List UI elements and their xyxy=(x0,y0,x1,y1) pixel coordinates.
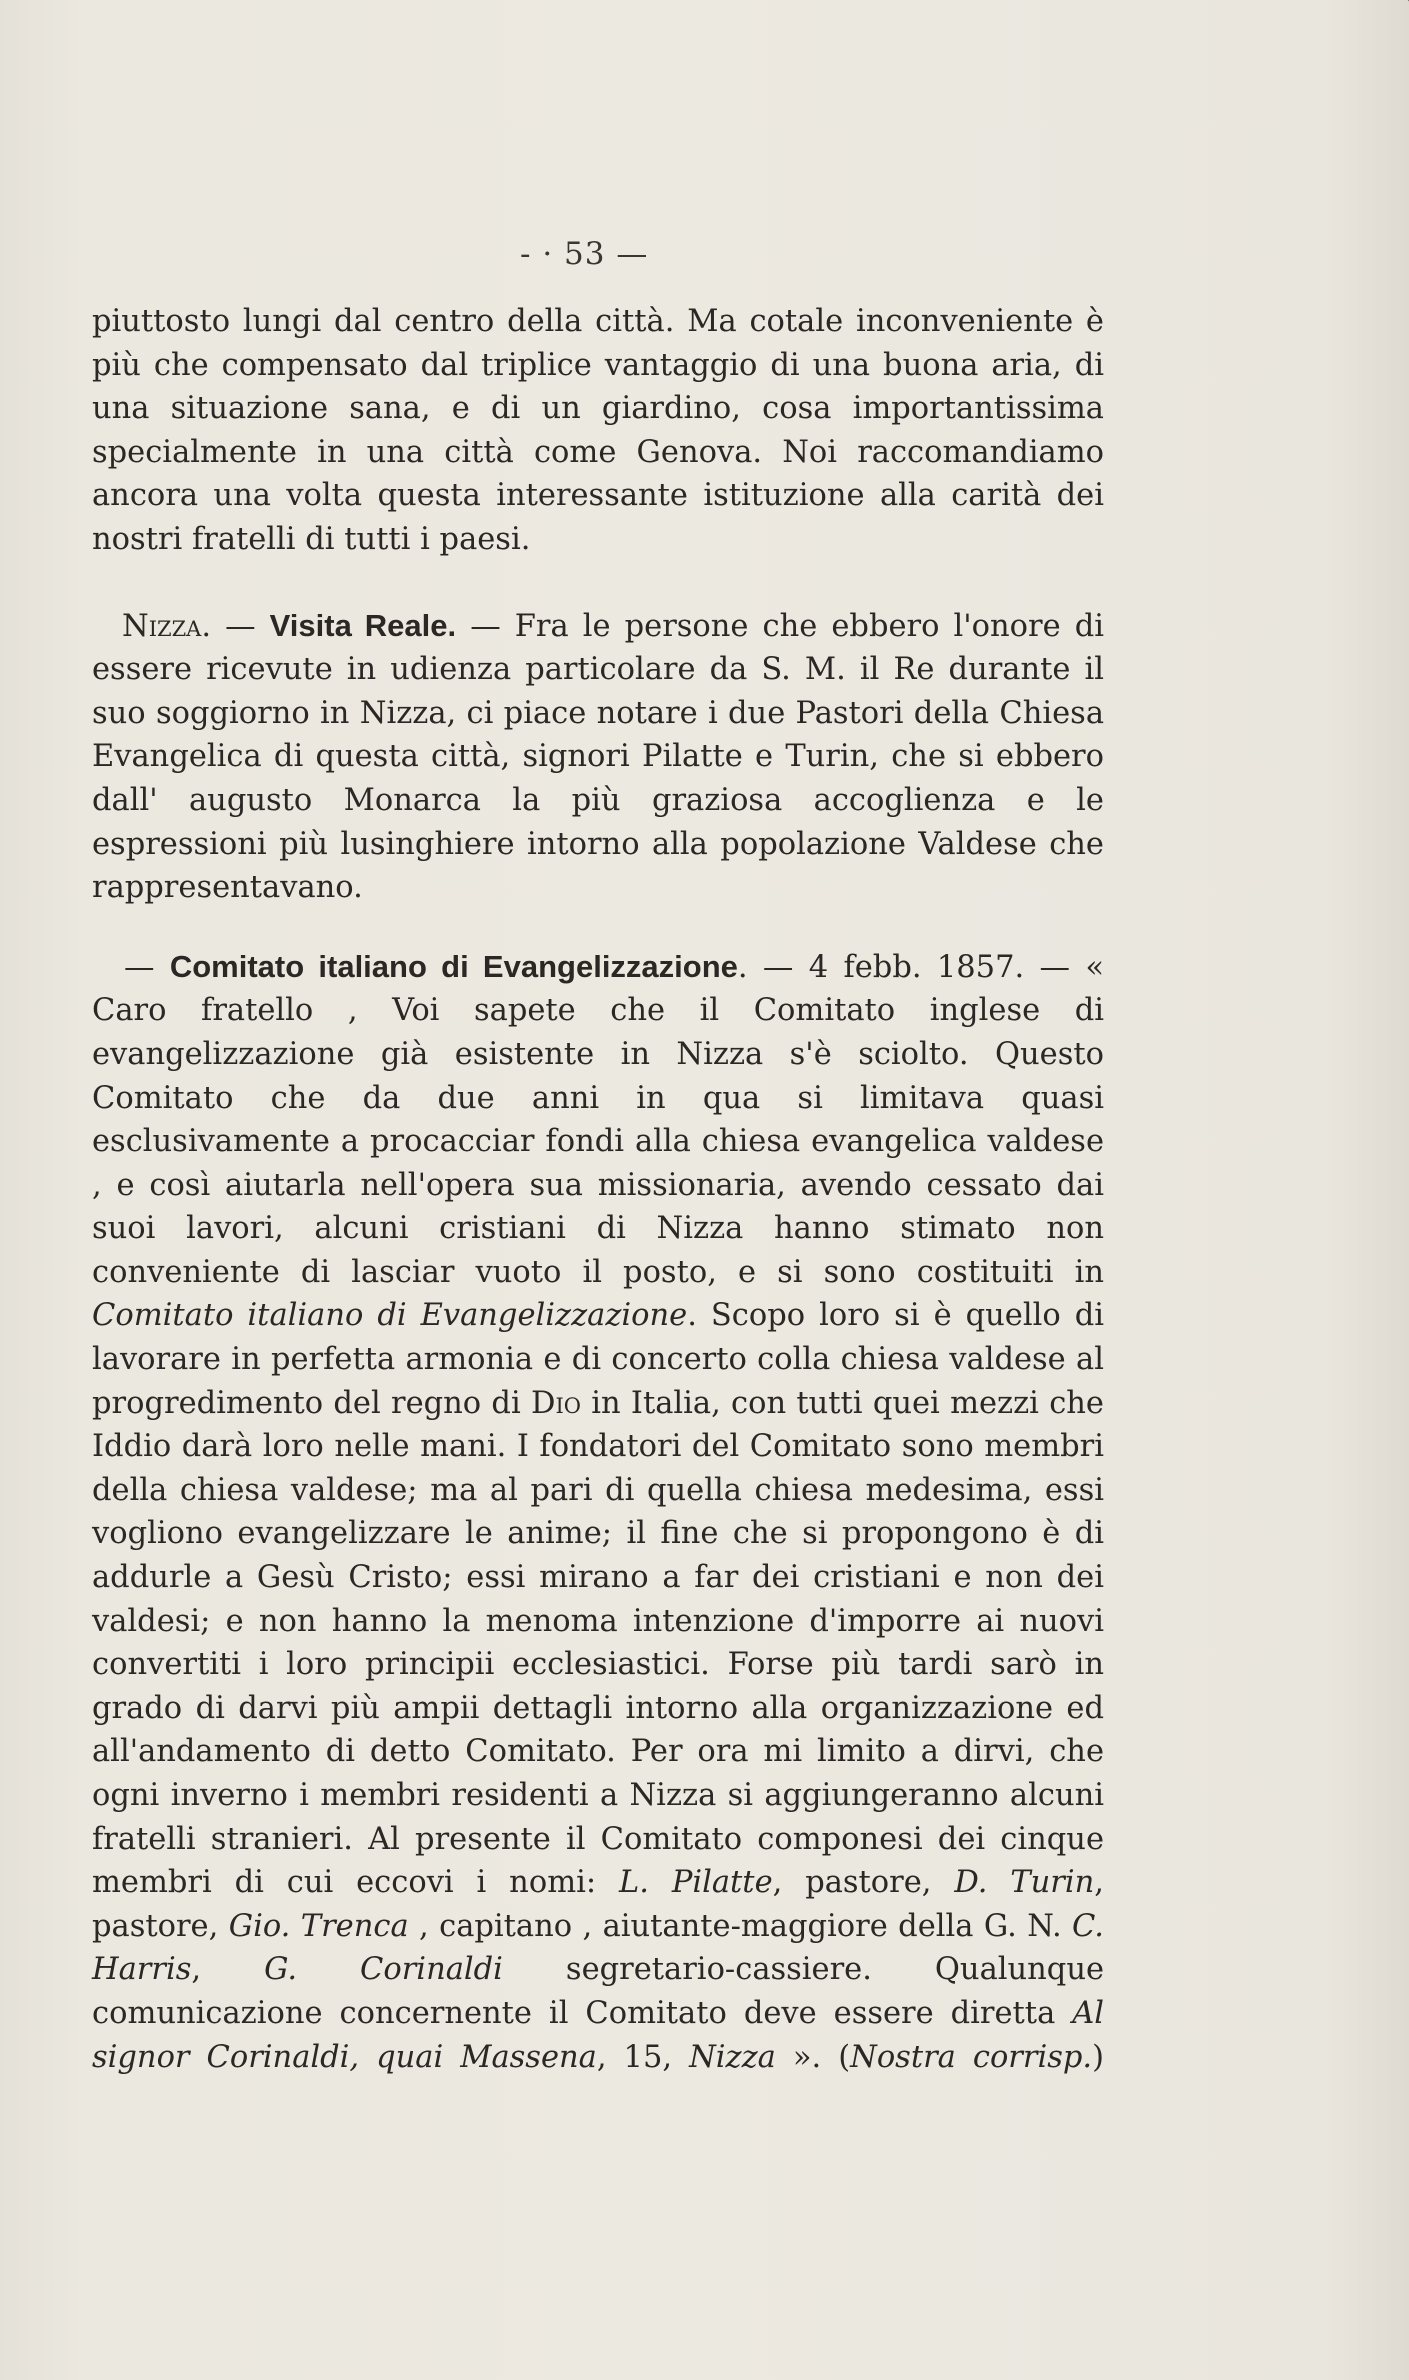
text-comma: , xyxy=(191,1952,265,1988)
text-capitano: , capitano , aiutante-maggiore della G. N. xyxy=(408,1908,1073,1944)
name-trenca: Gio. Trenca xyxy=(228,1908,409,1944)
text-segretario: segretario-cassiere. Qualunque comunicazione concernente il Comitato deve essere diretta xyxy=(92,1952,1105,2031)
text-close: ». ( xyxy=(775,2039,851,2075)
name-corinaldi: G. Corinaldi xyxy=(264,1952,503,1988)
word-dio: Dio xyxy=(530,1385,581,1421)
lead-dash: — xyxy=(124,949,170,985)
paragraph-comitato xyxy=(92,945,1104,2079)
source-note: Nostra corrisp. xyxy=(850,2039,1093,2075)
corner-scan-mark xyxy=(1369,0,1409,40)
address-city: Nizza xyxy=(689,2039,776,2075)
article-body xyxy=(92,300,1104,2079)
comitato-text-a: . — 4 febb. 1857. — « Caro fratello , Voi sapete che il Comitato inglese di evangelizzazione già esistente in Nizza s'è sciolto. Questo Comitato che da due anni in qua si limitava quasi esclusivamente a procacciar fondi alla chiesa evangelica valdese , e così aiutarla nell'opera sua missionaria, avendo cessato dai suoi lavori, alcuni cristiani di Nizza hanno stimato non conveniente di lasciar vuoto il posto, e si sono costituiti in xyxy=(92,949,1104,1290)
heading-visita-reale: Visita Reale. xyxy=(269,607,457,643)
paragraph-genova-text: piuttosto lungi dal centro della città. Ma cotale inconveniente è più che compensato dal triplice vantaggio di una buona aria, di una situazione sana, e di un giardino, cosa importantissima specialmente in una città come Genova. Noi raccomandiamo ancora una volta questa interessante istituzione alla carità dei nostri fratelli di tutti i paesi. xyxy=(92,304,1104,557)
text-pastore-2: , pastore, xyxy=(92,1865,1104,1944)
place-nizza: Nizza xyxy=(122,608,202,644)
name-turin: D. Turin xyxy=(954,1865,1095,1901)
paragraph-visita-reale xyxy=(92,604,1104,910)
address-recipient: Al signor Corinaldi, quai Massena xyxy=(92,1995,1104,2075)
name-harris: C. Harris xyxy=(92,1908,1104,1988)
name-pilatte: L. Pilatte xyxy=(619,1865,773,1901)
paragraph-visita-reale-text: Fra le persone che ebbero l'onore di essere ricevute in udienza particolare da S. M. il Re durante il suo soggiorno in Nizza, ci piace notare i due Pastori della Chiesa Evangelica di questa città, signori Pilatte e Turin, che si ebbero dall' augusto Monarca la più graziosa accoglienza e le espressioni più lusinghiere intorno alla popolazione Valdese che rappresentavano. xyxy=(92,608,1104,906)
separator: . — xyxy=(201,608,270,644)
text-number: , 15, xyxy=(596,2039,690,2075)
text-end: ) xyxy=(1092,2039,1104,2075)
paragraph-genova xyxy=(92,300,1104,562)
page-number: - · 53 — xyxy=(520,236,649,272)
text-pastore-1: , pastore, xyxy=(772,1865,955,1901)
comitato-name-italic: Comitato italiano di Evangelizzazione xyxy=(92,1298,688,1334)
heading-comitato: Comitato italiano di Evangelizzazione xyxy=(169,948,738,984)
comitato-text-b1: . Scopo loro si è quello di lavorare in perfetta armonia e di concerto colla chiesa valdese al progredimento del regno di xyxy=(92,1298,1104,1421)
separator: — xyxy=(456,608,515,644)
comitato-text-b2: in Italia, con tutti quei mezzi che Iddio darà loro nelle mani. I fondatori del Comitato sono membri della chiesa valdese; ma al pari di quella chiesa medesima, essi vogliono evangelizzare le anime; il fine che si propongono è di addurle a Gesù Cristo; essi mirano a far dei cristiani e non dei valdesi; e non hanno la menoma intenzione d'imporre ai nuovi convertiti i loro principii ecclesiastici. Forse più tardi sarò in grado di darvi più ampii dettagli intorno alla organizzazione ed all'andamento di detto Comitato. Per ora mi limito a dirvi, che ogni inverno i membri residenti a Nizza si aggiungeranno alcuni fratelli stranieri. Al presente il Comitato componesi dei cinque membri di cui eccovi i nomi: xyxy=(92,1385,1104,1901)
